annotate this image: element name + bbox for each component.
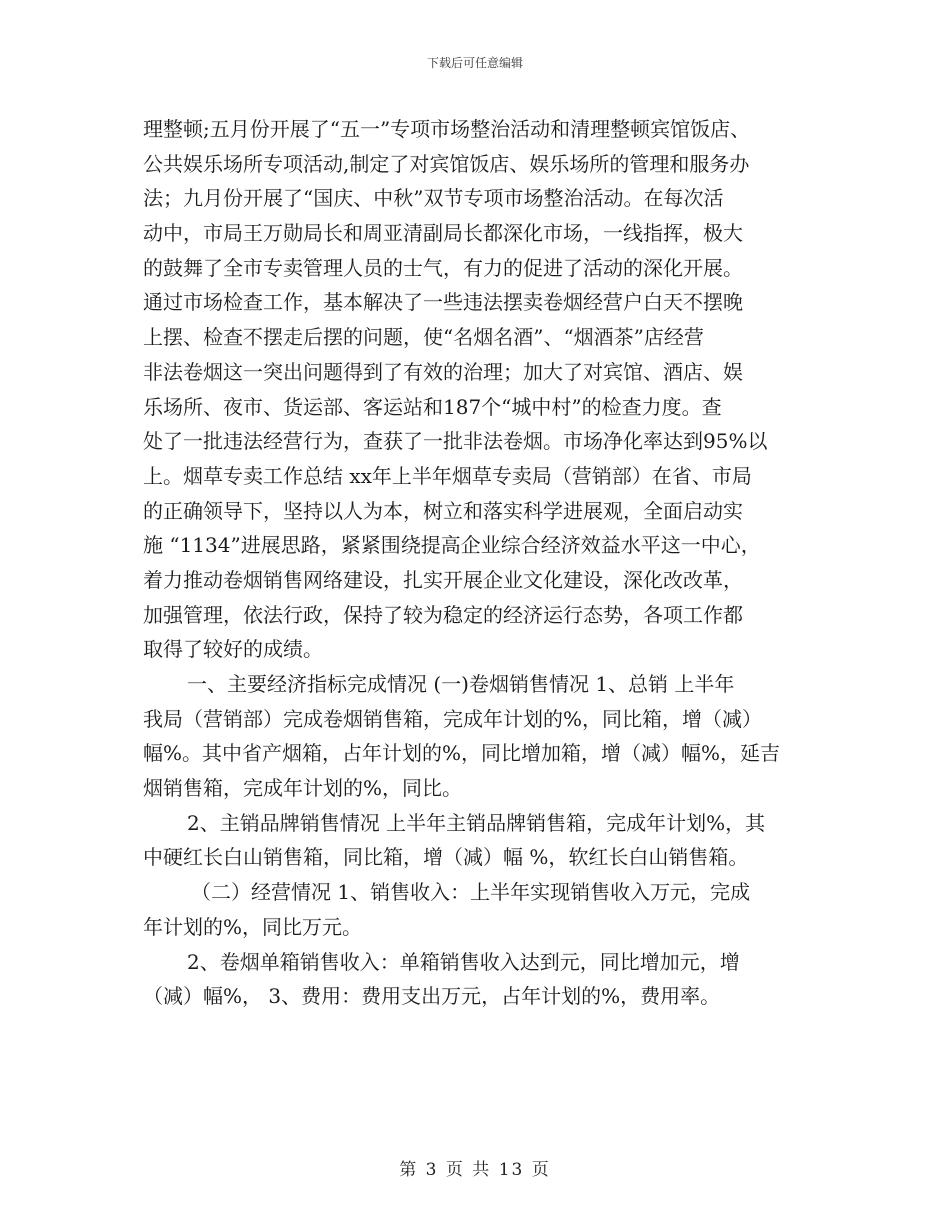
document-body bbox=[143, 112, 823, 1014]
text-line: 法；九月份开展了“国庆、中秋”双节专项市场整治活动。在每次活 bbox=[143, 186, 724, 211]
text-line: 施 “1134”进展思路，紧紧围绕提高企业综合经济效益水平这一中心， bbox=[143, 533, 761, 558]
text-line: 加强管理，依法行政，保持了较为稳定的经济运行态势，各项工作都 bbox=[143, 602, 743, 627]
text-line: 2、卷烟单箱销售收入：单箱销售收入达到元，同比增加元，增 bbox=[187, 949, 740, 974]
text-line: （二）经营情况 1、销售收入：上半年实现销售收入万元，完成 bbox=[191, 880, 751, 905]
page-footer: 第 3 页 共 13 页 bbox=[399, 1160, 551, 1180]
text-line: 一、主要经济指标完成情况 (一)卷烟销售情况 1、总销 上半年 bbox=[187, 672, 735, 696]
text-line: 乐场所、夜市、货运部、客运站和187个“城中村”的检查力度。查 bbox=[143, 394, 722, 419]
text-line: 取得了较好的成绩。 bbox=[143, 637, 323, 662]
text-line: 动中，市局王万勋局长和周亚清副局长都深化市场，一线指挥，极大 bbox=[143, 221, 743, 246]
text-line: 处了一批违法经营行为，查获了一批非法卷烟。市场净化率达到95%以 bbox=[143, 429, 768, 454]
text-line: 中硬红长白山销售箱，同比箱，增（减）幅 %，软红长白山销售箱。 bbox=[143, 845, 749, 870]
text-line: 上。烟草专卖工作总结 xx年上半年烟草专卖局（营销部）在省、市局 bbox=[143, 463, 752, 488]
text-line: 的正确领导下，坚持以人为本，树立和落实科学进展观，全面启动实 bbox=[143, 498, 743, 523]
text-line: 着力推动卷烟销售网络建设，扎实开展企业文化建设，深化改改革， bbox=[143, 567, 743, 592]
text-line: 我局（营销部）完成卷烟销售箱，完成年计划的%，同比箱，增（减） bbox=[143, 706, 763, 731]
text-line: 2、主销品牌销售情况 上半年主销品牌销售箱，完成年计划%，其 bbox=[187, 810, 766, 835]
text-line: 理整顿;五月份开展了“五一”专项市场整治活动和清理整顿宾馆饭店、 bbox=[143, 117, 751, 141]
text-line: （减）幅%， 3、费用：费用支出万元，占年计划的%，费用率。 bbox=[143, 984, 721, 1009]
page-header: 下载后可任意编辑 bbox=[426, 56, 523, 70]
text-line: 的鼓舞了全市专卖管理人员的士气，有力的促进了活动的深化开展。 bbox=[143, 255, 743, 280]
text-line: 年计划的%，同比万元。 bbox=[143, 914, 363, 939]
text-line: 通过市场检查工作，基本解决了一些违法摆卖卷烟经营户白天不摆晚 bbox=[143, 290, 743, 315]
text-line: 上摆、检查不摆走后摆的问题，使“名烟名酒”、“烟酒茶”店经营 bbox=[143, 325, 704, 350]
text-line: 公共娱乐场所专项活动,制定了对宾馆饭店、娱乐场所的管理和服务办 bbox=[143, 151, 750, 176]
text-line: 非法卷烟这一突出问题得到了有效的治理；加大了对宾馆、酒店、娱 bbox=[143, 359, 743, 384]
text-line: 幅%。其中省产烟箱，占年计划的%，同比增加箱，增（减）幅%，延吉 bbox=[143, 741, 781, 766]
text-line: 烟销售箱，完成年计划的%，同比。 bbox=[143, 776, 463, 801]
